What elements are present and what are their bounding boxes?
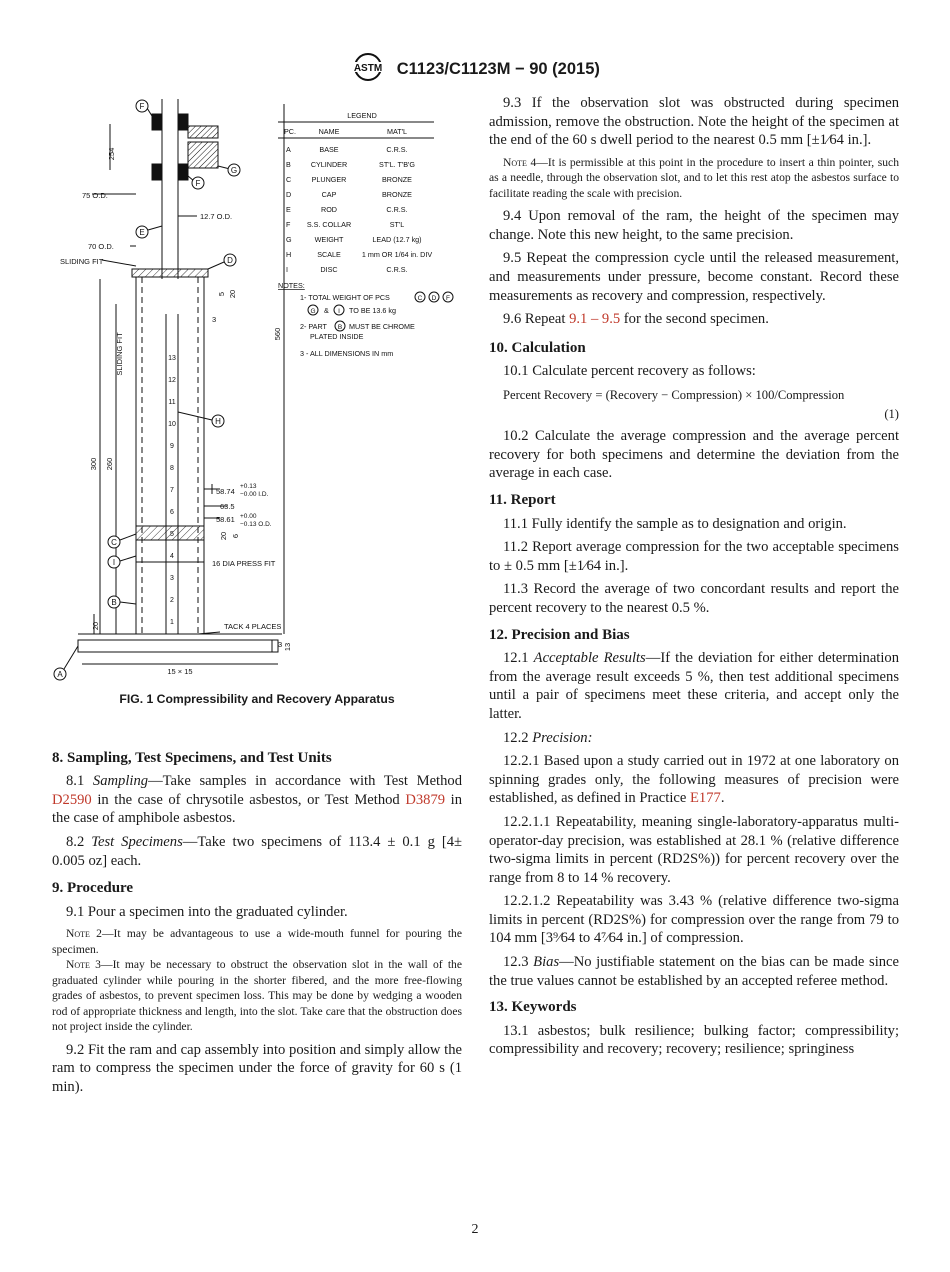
legend-name: CYLINDER bbox=[310, 160, 348, 169]
section-13-heading: 13. Keywords bbox=[489, 999, 577, 1016]
note-ref: G bbox=[310, 308, 316, 315]
para-12-2-1-2: 12.2.1.2 Repeatability was 3.43 % (relative difference two-sigma limits in percent (RD2S%) for compression over the range from 79 to 104 mm [3⁹⁄64 to 4⁷⁄64 in.] of compression. bbox=[489, 893, 899, 947]
svg-text:A: A bbox=[57, 670, 63, 679]
callout-f-low bbox=[192, 177, 204, 189]
para-12-2: 12.2 Precision: bbox=[503, 729, 593, 746]
dim-6: 6 bbox=[231, 533, 240, 539]
callout-f-top bbox=[136, 100, 148, 112]
scale-mark: 1 bbox=[170, 619, 174, 626]
figure-1 bbox=[52, 94, 462, 688]
scale-mark: 10 bbox=[168, 421, 176, 428]
note-ref: C bbox=[417, 295, 423, 302]
legend-name: BASE bbox=[319, 145, 339, 154]
legend-col-pc: PC. bbox=[284, 127, 296, 136]
dim-3b: 3 bbox=[278, 640, 283, 649]
para-9-4: 9.4 Upon removal of the ram, the height of the specimen may change. Note this new height, to the same precision. bbox=[489, 208, 899, 243]
note-2c: PLATED INSIDE bbox=[310, 332, 364, 341]
para-9-5: 9.5 Repeat the compression cycle until the released measurement, and measurements under pressure, become constant. Record these measurements as recovery and compression, respectively. bbox=[489, 250, 899, 304]
left-column bbox=[52, 94, 462, 1102]
tol-2a: +0.00 bbox=[240, 513, 257, 520]
callout-c bbox=[108, 536, 120, 548]
para-9-1: 9.1 Pour a specimen into the graduated cylinder. bbox=[66, 903, 348, 920]
svg-text:ASTM: ASTM bbox=[353, 63, 383, 74]
scale-mark: 13 bbox=[168, 355, 176, 362]
para-11-2: 11.2 Report average compression for the two acceptable specimens to ± 0.5 mm [±1⁄64 in.]. bbox=[489, 539, 899, 574]
dim-635: 63.5 bbox=[220, 502, 235, 511]
para-11-1: 11.1 Fully identify the sample as to designation and origin. bbox=[503, 515, 847, 532]
dim-5874: 58.74 bbox=[216, 487, 235, 496]
equation-number: (1) bbox=[884, 406, 899, 421]
legend-mat: ST'L bbox=[389, 220, 405, 229]
note-3: Note 3—It may be necessary to obstruct the observation slot in the wall of the graduated cylinder while pouring in the shorter fibered, and the more free-flowing grades of asbestos, to prevent specimen loss. This may be done by wedging a wooden rod of appropriate thickness and length, into the slot. Take care that the obstruction does not project inside the cylinder. bbox=[52, 958, 462, 1034]
note-4: Note 4—It is permissible at this point in the procedure to insert a thin pointer, such as a needle, through the observation slot, and to let this rest atop the asbestos surface to facilitate reading the scale with precision. bbox=[489, 155, 900, 200]
dim-13: 13 bbox=[283, 642, 292, 652]
dim-20b: 20 bbox=[219, 531, 228, 541]
scale-marks bbox=[168, 355, 176, 626]
dim-127od: 12.7 O.D. bbox=[200, 212, 233, 221]
section-9-heading: 9. Procedure bbox=[52, 880, 134, 897]
section-10-heading: 10. Calculation bbox=[489, 339, 586, 356]
svg-text:E: E bbox=[139, 228, 145, 237]
dim-260: 260 bbox=[105, 457, 114, 471]
legend-mat: ST'L. T'B'G bbox=[379, 160, 415, 169]
legend-col-mat: MAT'L bbox=[386, 127, 408, 136]
dim-20a: 20 bbox=[228, 289, 237, 299]
legend-name: DISC bbox=[320, 265, 338, 274]
right-column bbox=[489, 94, 899, 1064]
section-8-heading: 8. Sampling, Test Specimens, and Test Units bbox=[52, 749, 332, 766]
legend-mat: C.R.S. bbox=[386, 145, 408, 154]
scale-mark: 4 bbox=[170, 553, 174, 560]
para-10-1: 10.1 Calculate percent recovery as follows: bbox=[503, 363, 756, 380]
dim-70od: 70 O.D. bbox=[88, 242, 114, 251]
para-12-2-1: 12.2.1 Based upon a study carried out in 1972 at one laboratory on spinning grades only, the following measures of precision were established, as defined in Practice E177. bbox=[489, 753, 899, 807]
para-13-1: 13.1 asbestos; bulk resilience; bulking factor; compressibility; compressibility and recovery; recovery; resilience; springiness bbox=[489, 1022, 899, 1058]
sliding-fit-vertical: SLIDING FIT bbox=[115, 332, 124, 376]
legend-mat: BRONZE bbox=[382, 190, 412, 199]
dim-300: 300 bbox=[89, 457, 98, 471]
note-ref: B bbox=[337, 324, 343, 331]
scale-mark: 7 bbox=[170, 487, 174, 494]
tol-1a: +0.13 bbox=[240, 483, 257, 490]
figure-caption: FIG. 1 Compressibility and Recovery Apparatus bbox=[119, 692, 395, 706]
legend-pc: C bbox=[286, 175, 292, 184]
section-12-heading: 12. Precision and Bias bbox=[489, 626, 630, 643]
svg-text:F: F bbox=[195, 179, 201, 188]
apparatus-drawing bbox=[52, 94, 462, 688]
legend-mat: 1 mm OR 1/64 in. DIV bbox=[361, 250, 433, 259]
scale-mark: 8 bbox=[170, 465, 174, 472]
note-2b: MUST BE CHROME bbox=[349, 322, 415, 331]
link-d3879[interactable]: D3879 bbox=[405, 791, 446, 808]
dim-5: 5 bbox=[217, 291, 226, 297]
callout-b bbox=[108, 596, 120, 608]
dim-base-size: 15 × 15 bbox=[167, 667, 193, 676]
dim-254: 254 bbox=[107, 147, 116, 161]
dim-3: 3 bbox=[212, 315, 217, 324]
tol-1b: −0.00 I.D. bbox=[240, 491, 269, 498]
standard-designation: C1123/C1123M − 90 (2015) bbox=[396, 60, 600, 78]
press-fit-label: 16 DIA PRESS FIT bbox=[212, 559, 276, 568]
legend-name: S.S. COLLAR bbox=[306, 220, 352, 229]
svg-text:I: I bbox=[112, 558, 116, 567]
equation-1: Percent Recovery = (Recovery − Compression) × 100/Compression bbox=[503, 388, 845, 403]
scale-mark: 12 bbox=[168, 377, 176, 384]
legend-pc: E bbox=[286, 205, 291, 214]
legend-mat: C.R.S. bbox=[386, 265, 408, 274]
svg-text:H: H bbox=[215, 417, 221, 426]
dim-20c: 20 bbox=[91, 621, 100, 631]
note-1c: TO BE 13.6 kg bbox=[349, 306, 397, 315]
link-9-1-9-5[interactable]: 9.1 – 9.5 bbox=[569, 311, 621, 328]
tol-2b: −0.13 O.D. bbox=[240, 521, 272, 528]
link-e177[interactable]: E177 bbox=[690, 790, 721, 807]
scale-mark: 3 bbox=[170, 575, 174, 582]
dim-75od: 75 O.D. bbox=[82, 191, 108, 200]
legend-name: SCALE bbox=[317, 250, 341, 259]
notes-title: NOTES: bbox=[278, 281, 305, 290]
legend-pc: F bbox=[286, 220, 291, 229]
page-number: 2 bbox=[471, 1222, 479, 1237]
legend-pc: G bbox=[286, 235, 292, 244]
legend-name: CAP bbox=[321, 190, 337, 199]
legend-pc: D bbox=[286, 190, 292, 199]
legend-pc: I bbox=[286, 265, 288, 274]
note-ref: F bbox=[446, 295, 450, 302]
callout-i bbox=[108, 556, 120, 568]
note-1a: 1- TOTAL WEIGHT OF PCS bbox=[300, 293, 390, 302]
link-d2590[interactable]: D2590 bbox=[52, 791, 92, 808]
dim-5861: 58.61 bbox=[216, 515, 235, 524]
legend-mat: BRONZE bbox=[382, 175, 412, 184]
page-header bbox=[0, 52, 950, 87]
callout-a bbox=[54, 668, 66, 680]
legend-table bbox=[278, 111, 453, 358]
dimension-labels bbox=[60, 148, 292, 676]
callout-d bbox=[224, 254, 236, 266]
legend-name: ROD bbox=[321, 205, 337, 214]
legend-pc: A bbox=[286, 145, 291, 154]
scale-mark: 5 bbox=[170, 531, 174, 538]
note-2a: 2- PART bbox=[300, 322, 327, 331]
para-9-6: 9.6 Repeat 9.1 – 9.5 for the second specimen. bbox=[503, 311, 769, 328]
legend-pc: H bbox=[286, 250, 292, 259]
astm-logo bbox=[350, 52, 386, 87]
callout-h bbox=[212, 415, 224, 427]
para-10-2: 10.2 Calculate the average compression and the average percent recovery for both specimens and determine the deviation from the average in each case. bbox=[489, 428, 899, 482]
callouts bbox=[54, 100, 240, 680]
legend-title: LEGEND bbox=[347, 111, 377, 120]
legend-col-name: NAME bbox=[318, 127, 340, 136]
para-11-3: 11.3 Record the average of two concordant results and report the percent recovery to the nearest 0.5 %. bbox=[489, 581, 899, 616]
svg-text:D: D bbox=[227, 256, 233, 265]
para-9-2: 9.2 Fit the ram and cap assembly into position and simply allow the ram to compress the specimen under the force of gravity for 60 s (1 min). bbox=[52, 1041, 462, 1096]
section-11-heading: 11. Report bbox=[489, 492, 556, 508]
scale-mark: 9 bbox=[170, 443, 174, 450]
legend-name: WEIGHT bbox=[314, 235, 344, 244]
callout-g bbox=[228, 164, 240, 176]
svg-text:B: B bbox=[111, 598, 117, 607]
note-2: Note 2—It may be advantageous to use a wide-mouth funnel for pouring the specimen. bbox=[52, 927, 462, 956]
scale-mark: 2 bbox=[170, 597, 174, 604]
svg-text:C: C bbox=[111, 538, 117, 547]
para-12-3: 12.3 Bias—No justifiable statement on the bias can be made since the true values cannot be established by an accepted referee method. bbox=[489, 954, 899, 989]
legend-mat: LEAD (12.7 kg) bbox=[372, 235, 422, 244]
note-ref: I bbox=[338, 308, 340, 315]
note-1b: & bbox=[324, 306, 329, 315]
para-12-2-1-1: 12.2.1.1 Repeatability, meaning single-laboratory-apparatus multi-operator-day precision, was established at 28.1 % (relative difference two-sigma limits in percent (RD2S%)) for percent recovery over the range from 8 to 14 % recovery. bbox=[489, 813, 899, 886]
legend-mat: C.R.S. bbox=[386, 205, 408, 214]
note-3: 3 - ALL DIMENSIONS IN mm bbox=[300, 349, 394, 358]
dim-560: 560 bbox=[273, 327, 282, 341]
tack-label: TACK 4 PLACES bbox=[224, 622, 282, 631]
sliding-fit-label: SLIDING FIT bbox=[60, 257, 104, 266]
scale-mark: 6 bbox=[170, 509, 174, 516]
legend-pc: B bbox=[286, 160, 291, 169]
legend-name: PLUNGER bbox=[311, 175, 347, 184]
para-8-2: 8.2 Test Specimens—Take two specimens of 113.4 ± 0.1 g [4± 0.005 oz] each. bbox=[52, 833, 462, 869]
scale-mark: 11 bbox=[168, 399, 176, 406]
para-12-1: 12.1 Acceptable Results—If the deviation for either determination from the average result exceeds 5 %, then test additional specimens until a pair of specimens meet these criteria, and accept only the latter. bbox=[489, 650, 900, 722]
note-ref: D bbox=[431, 295, 437, 302]
callout-e bbox=[136, 226, 148, 238]
svg-text:F: F bbox=[139, 102, 145, 111]
svg-text:G: G bbox=[230, 166, 238, 175]
para-8-1: 8.1 Sampling—Take samples in accordance with Test Method D2590 in the case of chrysotile asbestos, or Test Method D3879 in the case of amphibole asbestos. bbox=[52, 773, 463, 827]
para-9-3: 9.3 If the observation slot was obstructed during specimen admission, remove the obstruction. Note the height of the specimen at the end of the 60 s dwell period to the nearest 0.5 mm [±1⁄64 in.]. bbox=[489, 95, 899, 149]
